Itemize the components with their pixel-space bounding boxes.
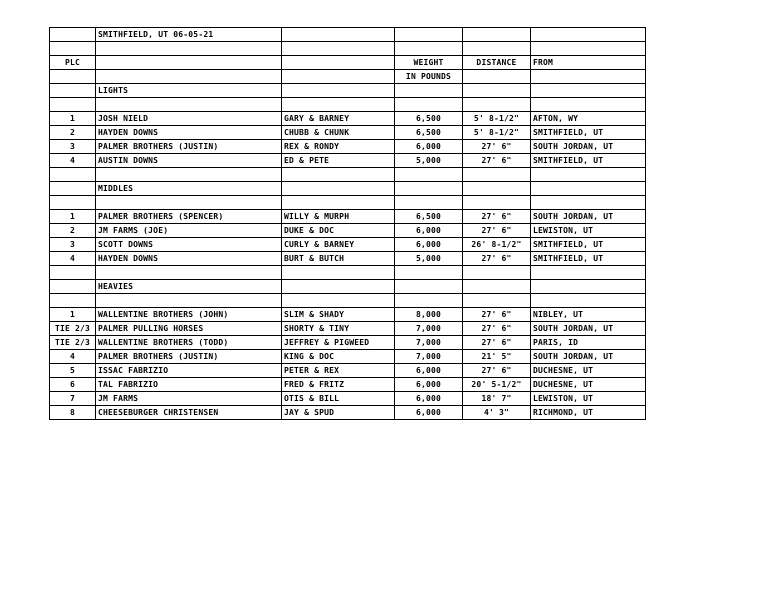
cell[interactable]	[50, 42, 96, 56]
cell[interactable]	[282, 98, 395, 112]
teamster-cell[interactable]: PALMER PULLING HORSES	[96, 322, 282, 336]
cell[interactable]	[96, 294, 282, 308]
cell[interactable]	[96, 266, 282, 280]
place-cell[interactable]: TIE 2/3	[50, 336, 96, 350]
cell[interactable]	[463, 280, 531, 294]
weight-cell[interactable]: 7,000	[395, 336, 463, 350]
teamster-cell[interactable]: JOSH NIELD	[96, 112, 282, 126]
table-row	[50, 336, 646, 350]
table-row	[50, 196, 646, 210]
horses-cell[interactable]: GARY & BARNEY	[282, 112, 395, 126]
teamster-cell[interactable]: HAYDEN DOWNS	[96, 252, 282, 266]
cell[interactable]	[395, 42, 463, 56]
horses-cell[interactable]: FRED & FRITZ	[282, 378, 395, 392]
place-cell[interactable]: 2	[50, 126, 96, 140]
distance-cell[interactable]: 27' 6"	[463, 336, 531, 350]
weight-cell[interactable]: 7,000	[395, 322, 463, 336]
distance-cell[interactable]: 27' 6"	[463, 154, 531, 168]
place-cell[interactable]: 3	[50, 140, 96, 154]
weight-header[interactable]: WEIGHT	[395, 56, 463, 70]
from-cell[interactable]: AFTON, WY	[531, 112, 646, 126]
cell[interactable]	[50, 280, 96, 294]
horses-cell[interactable]: ED & PETE	[282, 154, 395, 168]
cell[interactable]	[395, 98, 463, 112]
place-cell[interactable]: 3	[50, 238, 96, 252]
table-row	[50, 322, 646, 336]
cell[interactable]	[282, 196, 395, 210]
teamster-cell[interactable]: PALMER BROTHERS (SPENCER)	[96, 210, 282, 224]
results-spreadsheet	[49, 27, 646, 420]
cell[interactable]	[463, 42, 531, 56]
horses-cell[interactable]: JAY & SPUD	[282, 406, 395, 420]
section-title[interactable]: HEAVIES	[96, 280, 282, 294]
cell[interactable]	[282, 84, 395, 98]
cell[interactable]	[50, 266, 96, 280]
cell[interactable]	[395, 294, 463, 308]
cell[interactable]	[50, 70, 96, 84]
cell[interactable]	[531, 294, 646, 308]
table-row	[50, 28, 646, 42]
weight-cell[interactable]: 6,000	[395, 224, 463, 238]
cell[interactable]	[531, 70, 646, 84]
weight-cell[interactable]: 6,000	[395, 238, 463, 252]
table-row	[50, 154, 646, 168]
table-row	[50, 238, 646, 252]
place-cell[interactable]: 1	[50, 210, 96, 224]
table-row	[50, 364, 646, 378]
horses-cell[interactable]: CURLY & BARNEY	[282, 238, 395, 252]
cell[interactable]	[395, 182, 463, 196]
table-row	[50, 112, 646, 126]
horses-cell[interactable]: PETER & REX	[282, 364, 395, 378]
table-row	[50, 266, 646, 280]
from-cell[interactable]: LEWISTON, UT	[531, 224, 646, 238]
distance-cell[interactable]: 4' 3"	[463, 406, 531, 420]
from-cell[interactable]: SMITHFIELD, UT	[531, 238, 646, 252]
cell[interactable]	[50, 84, 96, 98]
section-title-row	[50, 84, 646, 98]
distance-cell[interactable]: 27' 6"	[463, 140, 531, 154]
weight-cell[interactable]: 6,000	[395, 378, 463, 392]
cell[interactable]	[531, 280, 646, 294]
cell[interactable]	[531, 98, 646, 112]
table-row	[50, 126, 646, 140]
horses-cell[interactable]: BURT & BUTCH	[282, 252, 395, 266]
cell[interactable]	[50, 168, 96, 182]
table-row	[50, 308, 646, 322]
table-row	[50, 168, 646, 182]
place-cell[interactable]: 8	[50, 406, 96, 420]
place-cell[interactable]: 6	[50, 378, 96, 392]
table-row	[50, 392, 646, 406]
cell[interactable]	[50, 28, 96, 42]
cell[interactable]	[50, 98, 96, 112]
from-cell[interactable]: NIBLEY, UT	[531, 308, 646, 322]
cell[interactable]	[463, 98, 531, 112]
cell[interactable]	[282, 56, 395, 70]
teamster-cell[interactable]: JM FARMS (JOE)	[96, 224, 282, 238]
cell[interactable]	[463, 70, 531, 84]
cell[interactable]	[395, 84, 463, 98]
distance-cell[interactable]: 27' 6"	[463, 224, 531, 238]
cell[interactable]	[96, 196, 282, 210]
weight-cell[interactable]: 7,000	[395, 350, 463, 364]
distance-cell[interactable]: 27' 6"	[463, 210, 531, 224]
distance-cell[interactable]: 20' 5-1/2"	[463, 378, 531, 392]
header-row	[50, 70, 646, 84]
distance-cell[interactable]: 5' 8-1/2"	[463, 126, 531, 140]
cell[interactable]	[96, 56, 282, 70]
teamster-cell[interactable]: TAL FABRIZIO	[96, 378, 282, 392]
place-cell[interactable]: 5	[50, 364, 96, 378]
distance-cell[interactable]: 5' 8-1/2"	[463, 112, 531, 126]
from-cell[interactable]: DUCHESNE, UT	[531, 364, 646, 378]
cell[interactable]	[96, 98, 282, 112]
header-row	[50, 56, 646, 70]
from-cell[interactable]: SOUTH JORDAN, UT	[531, 322, 646, 336]
section-title[interactable]: LIGHTS	[96, 84, 282, 98]
cell[interactable]	[282, 168, 395, 182]
cell[interactable]	[463, 182, 531, 196]
horses-cell[interactable]: DUKE & DOC	[282, 224, 395, 238]
table-row	[50, 350, 646, 364]
cell[interactable]	[463, 168, 531, 182]
horses-cell[interactable]: REX & RONDY	[282, 140, 395, 154]
from-cell[interactable]: SMITHFIELD, UT	[531, 126, 646, 140]
teamster-cell[interactable]: WALLENTINE BROTHERS (JOHN)	[96, 308, 282, 322]
place-cell[interactable]: 7	[50, 392, 96, 406]
section-title-row	[50, 280, 646, 294]
section-title-row	[50, 182, 646, 196]
distance-cell[interactable]: 26' 8-1/2"	[463, 238, 531, 252]
cell[interactable]	[463, 196, 531, 210]
weight-cell[interactable]: 6,000	[395, 406, 463, 420]
from-cell[interactable]: SMITHFIELD, UT	[531, 252, 646, 266]
cell[interactable]	[531, 42, 646, 56]
weight-cell[interactable]: 6,500	[395, 210, 463, 224]
weight-cell[interactable]: 8,000	[395, 308, 463, 322]
table-row	[50, 42, 646, 56]
cell[interactable]	[395, 168, 463, 182]
table-row	[50, 98, 646, 112]
cell[interactable]	[282, 294, 395, 308]
from-cell[interactable]: DUCHESNE, UT	[531, 378, 646, 392]
from-cell[interactable]: SOUTH JORDAN, UT	[531, 140, 646, 154]
cell[interactable]	[531, 28, 646, 42]
cell[interactable]	[96, 42, 282, 56]
horses-cell[interactable]: WILLY & MURPH	[282, 210, 395, 224]
distance-cell[interactable]: 27' 6"	[463, 308, 531, 322]
cell[interactable]	[531, 168, 646, 182]
weight-cell[interactable]: 5,000	[395, 154, 463, 168]
cell[interactable]	[463, 28, 531, 42]
from-cell[interactable]: SOUTH JORDAN, UT	[531, 350, 646, 364]
place-cell[interactable]: 1	[50, 112, 96, 126]
cell[interactable]	[282, 42, 395, 56]
horses-cell[interactable]: OTIS & BILL	[282, 392, 395, 406]
cell[interactable]	[50, 294, 96, 308]
table-row	[50, 210, 646, 224]
horses-cell[interactable]: JEFFREY & PIGWEED	[282, 336, 395, 350]
cell[interactable]	[96, 70, 282, 84]
location-date-cell[interactable]: SMITHFIELD, UT 06-05-21	[96, 28, 282, 42]
cell[interactable]	[282, 182, 395, 196]
cell[interactable]	[531, 182, 646, 196]
place-cell[interactable]: 4	[50, 252, 96, 266]
cell[interactable]	[282, 70, 395, 84]
from-cell[interactable]: SMITHFIELD, UT	[531, 154, 646, 168]
teamster-cell[interactable]: WALLENTINE BROTHERS (TODD)	[96, 336, 282, 350]
cell[interactable]	[531, 84, 646, 98]
cell[interactable]	[531, 196, 646, 210]
teamster-cell[interactable]: SCOTT DOWNS	[96, 238, 282, 252]
teamster-cell[interactable]: PALMER BROTHERS (JUSTIN)	[96, 350, 282, 364]
teamster-cell[interactable]: AUSTIN DOWNS	[96, 154, 282, 168]
table-row	[50, 140, 646, 154]
table-row	[50, 378, 646, 392]
weight-cell[interactable]: 6,500	[395, 126, 463, 140]
distance-cell[interactable]: 27' 6"	[463, 322, 531, 336]
teamster-cell[interactable]: ISSAC FABRIZIO	[96, 364, 282, 378]
from-cell[interactable]: LEWISTON, UT	[531, 392, 646, 406]
place-cell[interactable]: TIE 2/3	[50, 322, 96, 336]
cell[interactable]	[395, 266, 463, 280]
cell[interactable]	[395, 280, 463, 294]
weight-cell[interactable]: 6,500	[395, 112, 463, 126]
weight-cell[interactable]: 5,000	[395, 252, 463, 266]
place-cell[interactable]: 4	[50, 154, 96, 168]
distance-cell[interactable]: 21' 5"	[463, 350, 531, 364]
weight-cell[interactable]: 6,000	[395, 140, 463, 154]
section-title[interactable]: MIDDLES	[96, 182, 282, 196]
cell[interactable]	[463, 294, 531, 308]
horses-cell[interactable]: KING & DOC	[282, 350, 395, 364]
teamster-cell[interactable]: JM FARMS	[96, 392, 282, 406]
cell[interactable]	[50, 182, 96, 196]
from-cell[interactable]: SOUTH JORDAN, UT	[531, 210, 646, 224]
distance-header[interactable]: DISTANCE	[463, 56, 531, 70]
cell[interactable]	[282, 266, 395, 280]
teamster-cell[interactable]: HAYDEN DOWNS	[96, 126, 282, 140]
table-row	[50, 252, 646, 266]
distance-cell[interactable]: 27' 6"	[463, 252, 531, 266]
from-header[interactable]: FROM	[531, 56, 646, 70]
cell[interactable]	[395, 196, 463, 210]
cell[interactable]	[282, 28, 395, 42]
place-cell[interactable]: 4	[50, 350, 96, 364]
weight-cell[interactable]: 6,000	[395, 364, 463, 378]
table-row	[50, 224, 646, 238]
cell[interactable]	[463, 84, 531, 98]
cell[interactable]	[463, 266, 531, 280]
distance-cell[interactable]: 27' 6"	[463, 364, 531, 378]
cell[interactable]	[96, 168, 282, 182]
horses-cell[interactable]: CHUBB & CHUNK	[282, 126, 395, 140]
plc-header[interactable]: PLC	[50, 56, 96, 70]
horses-cell[interactable]: SLIM & SHADY	[282, 308, 395, 322]
teamster-cell[interactable]: PALMER BROTHERS (JUSTIN)	[96, 140, 282, 154]
place-cell[interactable]: 1	[50, 308, 96, 322]
cell[interactable]	[531, 266, 646, 280]
weight-sub-header[interactable]: IN POUNDS	[395, 70, 463, 84]
cell[interactable]	[50, 196, 96, 210]
spreadsheet-body	[50, 28, 646, 420]
from-cell[interactable]: RICHMOND, UT	[531, 406, 646, 420]
table-row	[50, 294, 646, 308]
cell[interactable]	[395, 28, 463, 42]
table-row	[50, 406, 646, 420]
cell[interactable]	[282, 280, 395, 294]
distance-cell[interactable]: 18' 7"	[463, 392, 531, 406]
teamster-cell[interactable]: CHEESEBURGER CHRISTENSEN	[96, 406, 282, 420]
horses-cell[interactable]: SHORTY & TINY	[282, 322, 395, 336]
weight-cell[interactable]: 6,000	[395, 392, 463, 406]
place-cell[interactable]: 2	[50, 224, 96, 238]
from-cell[interactable]: PARIS, ID	[531, 336, 646, 350]
